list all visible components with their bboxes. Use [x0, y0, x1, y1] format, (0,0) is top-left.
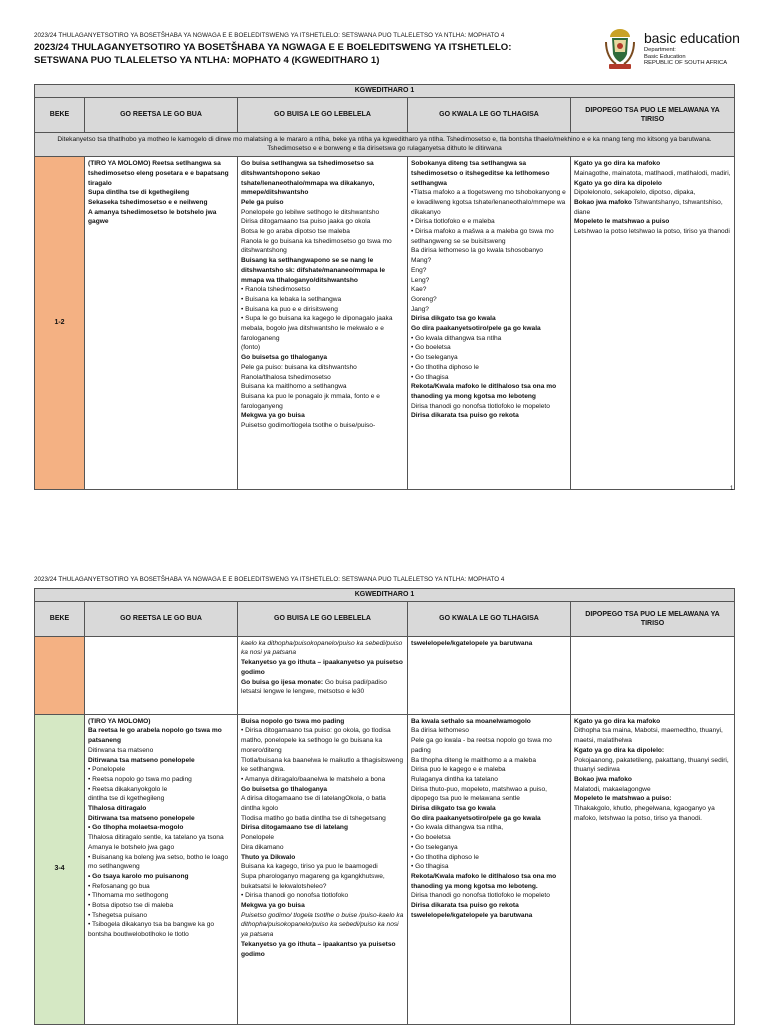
- cell-line: Dirisa thanodi go nonofsa tlotlofoko le mopeleto: [411, 892, 550, 900]
- schedule-table: [34, 84, 735, 490]
- cell-line: Dirisa thanodi go nonofsa tlotlofoko le mopeleto: [411, 402, 550, 410]
- cell-line: • Ranola tshedimosetso: [241, 286, 311, 294]
- cell-line: Mang?: [411, 257, 432, 265]
- read-view-cell: [238, 636, 408, 714]
- cell-line: • Dirisa thanodi go nonofsa tlotlofoko: [241, 892, 349, 900]
- write-present-cell: [408, 157, 571, 490]
- cell-line: Rekota/Kwala mafoko le ditlhaloso tsa ona mo thanoding ya mong kgotsa mo leboteng: [411, 383, 557, 400]
- cell-line: Puisetso godimo/ tlogela tsotlhe o buise /puiso-kaelo ka dithopha/puisokopanelo/puiso ka sebedi/puiso ka nosi ya patsana: [241, 911, 404, 939]
- cell-line: Buisana ka puo le ponagalo jk mmala, fonto e e farologanyeng: [241, 392, 380, 410]
- cell-line: Ditirwana tsa matseno ponelopele: [88, 814, 195, 822]
- read-view-cell: [238, 157, 408, 490]
- cell-line: Buisa nopolo go tswa mo pading: [241, 717, 345, 725]
- cell-line: • Dirisa mafoko a mašwa a a maleba go tswa mo setlhangweng se se buisitsweng: [411, 228, 554, 245]
- cell-line: Dirisa dikarata tsa puiso go rekota: [411, 412, 519, 420]
- cell-line: Letshwao la potso letshwao la potso, tiriso ya thanodi: [574, 228, 730, 236]
- cell-line: (fonto): [241, 344, 261, 352]
- cell-line: Tlhalosa ditiragalo sentle, ka tatelano ya tsona: [88, 834, 224, 842]
- week-cell: 1-2: [35, 157, 85, 490]
- column-header-beke: BEKE: [35, 601, 85, 636]
- grammar-cell: [571, 636, 735, 714]
- cell-line: Supa pharologanyo magareng ga kgangkhutswe, bukatsatsi le lekwalotsheleo?: [241, 872, 385, 890]
- cell-line: Ditirwana tsa matseno: [88, 746, 154, 754]
- document-page-2: [0, 570, 768, 1024]
- column-header-beke: BEKE: [35, 97, 85, 132]
- cell-line: Tekanyetso ya go ithuta – ipaakanyetso ya puisetso godimo: [241, 659, 403, 676]
- cell-line: Buisana ka kagego, tiriso ya puo le baamogedi: [241, 863, 378, 871]
- cell-line: Eng?: [411, 266, 427, 274]
- cell-line: dintlha tse di kgethegileng: [88, 795, 165, 803]
- cell-line: • Buisana ka puo e e dirisitsweng: [241, 305, 338, 313]
- cell-line: Kgato ya go dira ka mafoko: [574, 717, 661, 725]
- cell-line: Mopeleto le matshwao a puiso:: [574, 795, 672, 803]
- cell-line: Kgato ya go dira ka dipolelo: [574, 179, 662, 187]
- cell-line: • Go tlhotlha diphoso le: [411, 363, 479, 371]
- cell-line: Go buisetsa go tlhaloganya: [241, 785, 328, 793]
- cell-line: [241, 678, 404, 697]
- cell-line: A dirisa ditogamaano tse di latelangOkola, o batla dintlha kgolo: [241, 795, 386, 813]
- cell-line: Kgato ya go dira ka mafoko: [574, 160, 661, 168]
- cell-line: Thuto ya Dikwalo: [241, 853, 296, 861]
- cell-line: • Go tsaya karolo mo puisanong: [88, 872, 189, 880]
- cell-line: Dipolelonolo, sekapolelo, dipotso, dipaka,: [574, 189, 696, 197]
- cell-line: Ponelopele go lebilwe setlhogo le ditshwantsho: [241, 208, 380, 216]
- running-header: 2023/24 THULAGANYETSOTIRO YA BOSETŠHABA YA NGWAGA E E BOELEDITSWENG YA ITSHETLELO: SETSWANA PUO TLALELETSO YA NTLHA: MOPHATO 4: [34, 576, 505, 583]
- cell-line-text: Tshwantshanyo, tshwantshiso, diane: [574, 198, 723, 216]
- cell-line: Dira dikamano: [241, 843, 284, 851]
- cell-line: Dithopha tsa maina, Mabotsi, maemedtho, thuanyi, maetsi, malatlhelwa: [574, 727, 723, 745]
- cell-line: Bokao jwa mafoko: [574, 775, 632, 783]
- cell-line: • Go kwala dithangwa tsa ntlha,: [411, 824, 504, 832]
- cell-line: • Amanya ditiragalo/baanelwa le matshelo a bona: [241, 775, 386, 783]
- cell-line: • Refosanang go bua: [88, 882, 150, 890]
- cell-line: • Go tlhotlha diphoso le: [411, 853, 479, 861]
- cell-line: Ba dirisa lethomeso: [411, 727, 469, 735]
- cell-line: Tlhalosa ditiragalo: [88, 805, 147, 813]
- cell-line: Ponelopele: [241, 834, 274, 842]
- cell-line: Rulaganya dintlha ka tatelano: [411, 775, 498, 783]
- cell-line: Pele ga puiso: buisana ka ditshwantsho: [241, 363, 357, 371]
- cell-line: A amanya tshedimosetso le botshelo jwa gagwe: [88, 208, 217, 226]
- cell-line: Ranola/tlhalosa tshedimosetso: [241, 373, 331, 381]
- column-header-grammar: DIPOPEGO TSA PUO LE MELAWANA YA TIRISO: [571, 601, 735, 636]
- cell-line: Tekanyetso ya go ithuta – ipaakantso ya puisetso godimo: [241, 940, 396, 958]
- column-header-grammar: DIPOPEGO TSA PUO LE MELAWANA YA TIRISO: [571, 97, 735, 132]
- cell-line: Tlhakakgolo, khutlo, phegelwana, kgaoganyo ya mafoko, letshwao la potso, tiriso ya thanodi.: [574, 805, 715, 822]
- cell-line: [574, 198, 731, 217]
- cell-line: Dirisa puo le kagego e e maleba: [411, 766, 506, 774]
- cell-line: • Go boeletsa: [411, 344, 451, 352]
- brand-name: basic education: [644, 30, 740, 46]
- basic-education-logo: [602, 26, 742, 72]
- cell-line: Go buisetsa go tlhaloganya: [241, 354, 328, 362]
- cell-line: Goreng?: [411, 295, 437, 303]
- listen-speak-cell: [85, 714, 238, 1024]
- cell-line: • Go tseleganya: [411, 354, 458, 362]
- running-header: 2023/24 THULAGANYETSOTIRO YA BOSETŠHABA YA NGWAGA E E BOELEDITSWENG YA ITSHETLELO: SETSWANA PUO TLALELETSO YA NTLHA: MOPHATO 4: [34, 32, 505, 39]
- brand-department: Department: Basic Education REPUBLIC OF SOUTH AFRICA: [644, 47, 728, 67]
- cell-line: Dirisa dikarata tsa puiso go rekota tswelelopele/kgatelopele ya barutwana: [411, 902, 533, 919]
- cell-line: • Go tseleganya: [411, 843, 458, 851]
- cell-line: (TIRO YA MOLOMO): [88, 717, 151, 725]
- cell-line: • Tshegetsa puisano: [88, 911, 148, 919]
- cell-line: Pele ga go kwala - ba reetsa nopolo go tswa mo pading: [411, 737, 552, 754]
- column-header-write: GO KWALA LE GO TLHAGISA: [408, 97, 571, 132]
- cell-line: Ba reetsa le go arabela nopolo go tswa mo patsaneng: [88, 727, 222, 745]
- cell-line-text: Go buisa padi/padiso letsatsi lengwe le lengwe, metsotso e le30: [241, 678, 387, 696]
- cell-line: • Tlhomama mo setlhogong: [88, 892, 169, 900]
- cell-line: Mopeleto le matshwao a puiso: [574, 218, 670, 226]
- cell-line: Amanya le botshelo jwa gago: [88, 843, 175, 851]
- cell-line: Dirisa thuto-puo, mopeleto, matshwao a puiso, dipopego tsa puo le melawana sentle: [411, 785, 547, 803]
- cell-line: Pokojaanong, pakatetileng, pakattang, thuanyi sediri, thuanyi sedirwa: [574, 756, 729, 774]
- column-header-listen: GO REETSA LE GO BUA: [85, 97, 238, 132]
- term-heading: KGWEDITHARO 1: [35, 85, 735, 98]
- cell-line: • Dirisa ditogamaano tsa puiso: go okola, go tlodisa matlho, ponelopele ka setlhogo le go buisana ka morero/diteng: [241, 727, 391, 754]
- column-header-read: GO BUISA LE GO LEBELELA: [238, 97, 408, 132]
- read-view-cell: [238, 714, 408, 1024]
- write-present-cell: [408, 636, 571, 714]
- cell-line: tswelelopele/kgatelopele ya barutwana: [411, 639, 533, 647]
- cell-line: Ranola le go buisana ka tshedimosetso go tswa mo ditshwantshong: [241, 237, 392, 255]
- cell-line: Dirisa dikgato tsa go kwala: [411, 315, 496, 323]
- cell-line: Mainagothe, mainatota, matlhaodi, matlhalodi, madiri,: [574, 169, 731, 177]
- cell-line: • Go tlhagisa: [411, 373, 449, 381]
- document-title: 2023/24 THULAGANYETSOTIRO YA BOSETŠHABA YA NGWAGA E E BOELEDITSWENG YA ITSHETLELO: SETSWANA PUO TLALELETSO YA NTLHA: MOPHATO 4 (KGWEDITHARO 1): [34, 42, 512, 66]
- cell-line: Tlotla/buisana ka baanelwa le maikutlo a tlhagisitsweng ke setlhangwa.: [241, 756, 404, 774]
- cell-line: Ba kwala sethalo sa moanelwamogolo: [411, 717, 531, 725]
- term-heading: KGWEDITHARO 1: [35, 589, 735, 602]
- write-present-cell: [408, 714, 571, 1024]
- document-page-1: [0, 0, 768, 500]
- cell-line: • Dirisa tlotlofoko e e maleba: [411, 218, 495, 226]
- cell-line: • Ponelopele: [88, 766, 126, 774]
- cell-line: Dirisa ditogamaano tse di latelang: [241, 824, 348, 832]
- cell-line: Buisana ka maitlhomo a setlhangwa: [241, 383, 347, 391]
- cell-line: Sekaseka tshedimosetso e e neilweng: [88, 198, 208, 206]
- schedule-table: [34, 588, 735, 1025]
- cell-line: kaelo ka dithopha/puisokopanelo/puiso ka sebedi/puiso ka nosi ya patsana: [241, 639, 403, 657]
- week-cell: 3-4: [35, 714, 85, 1024]
- cell-line: Go dira paakanyetsotiro/pele ga go kwala: [411, 325, 541, 333]
- cell-line: • Supa le go buisana ka kagego le diponagalo jaaka mebala, bogolo jwa ditshwantsho le mekwalo e e farologaneng: [241, 315, 393, 342]
- column-header-listen: GO REETSA LE GO BUA: [85, 601, 238, 636]
- cell-line: Puisetso godimo/tlogela tsotlhe o buise/puiso-: [241, 422, 376, 430]
- cell-line: Mekgwa ya go buisa: [241, 412, 305, 420]
- cell-line: Malatodi, makaelagongwe: [574, 785, 651, 793]
- cell-line: Dirisa ditogamaano tsa puiso jaaka go okola: [241, 218, 371, 226]
- cell-line-heading: Go buisa go ijesa monate:: [241, 678, 324, 686]
- grammar-cell: [571, 714, 735, 1024]
- cell-line: (TIRO YA MOLOMO) Reetsa setlhangwa sa tshedimosetso eleng posetara e e bapatsang tiragalo: [88, 160, 229, 187]
- cell-line: • Go boeletsa: [411, 834, 451, 842]
- cell-line-heading: Bokao jwa mafoko: [574, 198, 632, 206]
- cell-line: Go dira paakanyetsotiro/pele ga go kwala: [411, 814, 541, 822]
- cell-line: • Reetsa nopolo go tswa mo pading: [88, 775, 192, 783]
- cell-line: • Buisana ka lebaka la setlhangwa: [241, 295, 342, 303]
- cell-line: Supa dintlha tse di kgethegileng: [88, 189, 190, 197]
- cell-line: Sobokanya diteng tsa setlhangwa sa tshedimosetso o itshegeditse ka letlhomeso setlhangwa: [411, 160, 550, 187]
- cell-line: Ba dirisa lethomeso la go kwala tshosobanyo: [411, 247, 543, 255]
- cell-line: Ba tlhopha diteng le maitlhomo a a maleba: [411, 756, 536, 764]
- cell-line: • Go kwala dithangwa tsa ntlha: [411, 334, 502, 342]
- cell-line: Kgato ya go dira ka dipolelo:: [574, 746, 665, 754]
- column-header-read: GO BUISA LE GO LEBELELA: [238, 601, 408, 636]
- coat-of-arms-icon: [602, 26, 638, 72]
- page-number: 1: [730, 486, 734, 492]
- cell-line: Go buisa setlhangwa sa tshedimosetso sa ditshwantshopono sekao tshate/lenaneothalo/mmapa wa dikakanyo, mmepe/ditshwantsho: [241, 160, 375, 197]
- cell-line: Botsa le go araba dipotso tse maleba: [241, 228, 350, 236]
- cell-line: Tlodisa matlho go batla dintlha tse di tshegetsang: [241, 814, 386, 822]
- cell-line: Ditirwana tsa matseno ponelopele: [88, 756, 195, 764]
- cell-line: • Botsa dipotso tse di maleba: [88, 902, 174, 910]
- cell-line: Kae?: [411, 286, 427, 294]
- cell-line: • Buisanang ka boleng jwa setso, botho le loago mo setlhangweng: [88, 853, 229, 871]
- week-cell: [35, 636, 85, 714]
- cell-line: •Tlatsa mafoko a a tlogetsweng mo tshobokanyong e e kwadilweng kgotsa tshate/lenaneothalo/mmepe wa dikakanyo: [411, 189, 566, 216]
- cell-line: • Tsibogela dikakanyo tsa ba bangwe ka go bontsha boutlwelobotlhoko le tlotlo: [88, 921, 215, 939]
- cell-line: Rekota/Kwala mafoko le ditlhaloso tsa ona mo thanoding ya mong kgotsa mo leboteng.: [411, 872, 557, 890]
- cell-line: Dirisa dikgato tsa go kwala: [411, 805, 496, 813]
- grammar-cell: [571, 157, 735, 490]
- cell-line: Mekgwa ya go buisa: [241, 902, 305, 910]
- listen-speak-cell: [85, 157, 238, 490]
- cell-line: • Go tlhagisa: [411, 863, 449, 871]
- column-header-write: GO KWALA LE GO TLHAGISA: [408, 601, 571, 636]
- cell-line: Buisang ka setlhangwapono se se nang le ditshwantsho sk: difshate/mananeo/mmapa le mmapa wa tlhaloganyo/ditshwantsho: [241, 257, 385, 284]
- assessment-note: Ditekanyetso tsa tlhatlhobo ya motheo le kamogelo di dirwe mo malatsing a le mararo a ntlha, beke ya ntlha ya kgweditharo ya ntlha. Tshedimosetso e, tla bontsha tlhaelo/mekhino e e ka nnang teng mo kitsong ya barutwana. Tshedimosetso e e bonweng e tla dirisetswa go rulaganyetsa dithuto le ditirwana: [35, 132, 735, 156]
- cell-line: Leng?: [411, 276, 430, 284]
- listen-speak-cell: [85, 636, 238, 714]
- cell-line: Pele ga puiso: [241, 198, 284, 206]
- cell-line: Jang?: [411, 305, 429, 313]
- cell-line: • Go tlhopha molaetsa-mogolo: [88, 824, 184, 832]
- cell-line: • Reetsa dikakanyokgolo le: [88, 785, 168, 793]
